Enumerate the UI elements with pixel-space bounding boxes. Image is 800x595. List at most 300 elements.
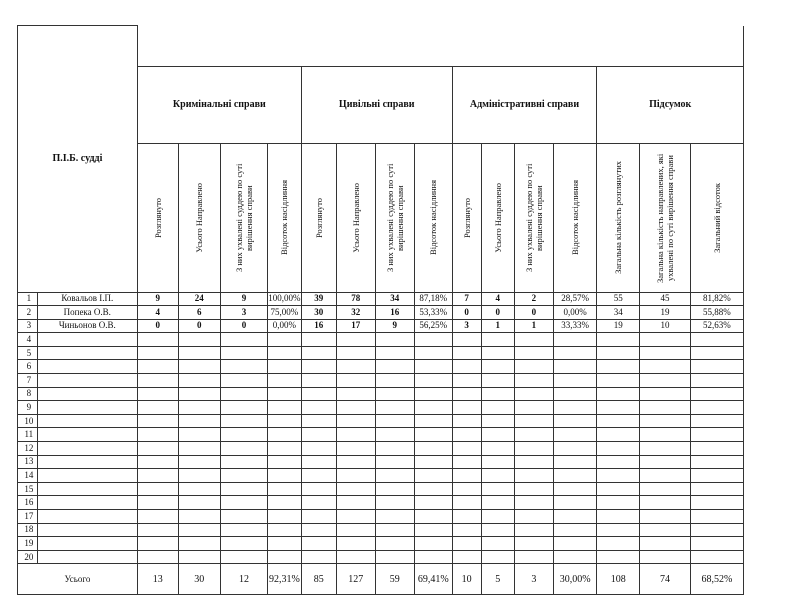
table-cell: 24 (178, 292, 221, 306)
table-cell (267, 482, 301, 496)
row-number: 17 (18, 510, 38, 524)
table-row (18, 319, 744, 333)
table-cell (597, 401, 640, 415)
table-cell (514, 510, 553, 524)
table-cell (336, 346, 375, 360)
table-cell: 81,82% (690, 292, 743, 306)
table-cell (267, 496, 301, 510)
table-cell (301, 401, 336, 415)
total-cell: 69,41% (414, 564, 452, 595)
table-cell (452, 374, 481, 388)
table-cell (375, 442, 414, 456)
table-cell (375, 510, 414, 524)
table-cell (514, 482, 553, 496)
table-cell (553, 510, 596, 524)
table-cell (414, 346, 452, 360)
table-cell (640, 523, 691, 537)
table-cell (221, 387, 268, 401)
total-cell: 13 (137, 564, 178, 595)
table-cell (553, 482, 596, 496)
table-cell (336, 523, 375, 537)
subcol-header (553, 143, 596, 292)
table-cell (452, 550, 481, 564)
table-cell (597, 537, 640, 551)
table-cell (267, 387, 301, 401)
table-cell (301, 414, 336, 428)
table-cell: 7 (452, 292, 481, 306)
table-cell (375, 537, 414, 551)
table-cell: 0,00% (553, 306, 596, 320)
table-cell (640, 482, 691, 496)
table-cell: 78 (336, 292, 375, 306)
total-cell: 59 (375, 564, 414, 595)
table-cell (690, 550, 743, 564)
table-cell (301, 442, 336, 456)
row-number: 10 (18, 414, 38, 428)
table-cell (514, 496, 553, 510)
table-cell (481, 442, 514, 456)
table-cell (301, 523, 336, 537)
table-cell: 4 (137, 306, 178, 320)
row-number: 11 (18, 428, 38, 442)
subcol-header (640, 143, 691, 292)
table-cell (481, 482, 514, 496)
judge-name (37, 442, 137, 456)
judge-name (37, 455, 137, 469)
subcol-header (221, 143, 268, 292)
subcol-header (452, 143, 481, 292)
judge-name (37, 414, 137, 428)
table-cell: 16 (375, 306, 414, 320)
table-cell (178, 360, 221, 374)
table-cell: 32 (336, 306, 375, 320)
table-cell (375, 333, 414, 347)
table-cell (690, 346, 743, 360)
row-number: 12 (18, 442, 38, 456)
judges-statistics-table (17, 25, 744, 595)
table-cell (640, 537, 691, 551)
table-cell: 87,18% (414, 292, 452, 306)
table-cell (414, 482, 452, 496)
table-cell (481, 360, 514, 374)
table-cell (336, 374, 375, 388)
total-cell: 5 (481, 564, 514, 595)
table-cell (597, 333, 640, 347)
table-cell (597, 469, 640, 483)
table-cell (452, 442, 481, 456)
table-cell (481, 401, 514, 415)
table-cell (178, 550, 221, 564)
table-cell (414, 428, 452, 442)
table-cell (137, 360, 178, 374)
table-cell (481, 537, 514, 551)
table-cell (221, 428, 268, 442)
table-cell (553, 360, 596, 374)
table-cell (597, 414, 640, 428)
subcol-header (690, 143, 743, 292)
group-administrative: Адміністративні справи (452, 66, 597, 143)
table-cell (597, 550, 640, 564)
table-cell (514, 469, 553, 483)
table-cell (267, 523, 301, 537)
table-cell (336, 537, 375, 551)
total-cell: 74 (640, 564, 691, 595)
table-cell (690, 428, 743, 442)
total-cell: 10 (452, 564, 481, 595)
table-cell (267, 414, 301, 428)
table-cell (375, 469, 414, 483)
table-cell (137, 387, 178, 401)
table-cell (514, 333, 553, 347)
subcol-header-label: Загальна кількість направлених, які ухвалені по суті вирішення справи (655, 152, 675, 283)
table-cell (514, 442, 553, 456)
table-cell (452, 510, 481, 524)
table-row (18, 469, 744, 483)
table-cell (481, 496, 514, 510)
table-cell (137, 455, 178, 469)
table-cell (597, 482, 640, 496)
table-cell: 2 (514, 292, 553, 306)
table-cell (452, 537, 481, 551)
table-cell (301, 510, 336, 524)
table-cell (640, 360, 691, 374)
table-cell (178, 523, 221, 537)
table-cell (452, 455, 481, 469)
row-number: 4 (18, 333, 38, 347)
table-cell (640, 496, 691, 510)
table-cell (267, 333, 301, 347)
table-cell (267, 537, 301, 551)
table-cell (690, 387, 743, 401)
table-cell (597, 387, 640, 401)
group-criminal: Кримінальні справи (137, 66, 301, 143)
table-cell (481, 523, 514, 537)
table-cell (414, 360, 452, 374)
judge-name (37, 360, 137, 374)
table-cell (553, 428, 596, 442)
judge-name: Попека О.В. (37, 306, 137, 320)
group-summary: Підсумок (597, 66, 744, 143)
table-cell (221, 333, 268, 347)
judge-name (37, 387, 137, 401)
judge-name (37, 537, 137, 551)
table-cell (267, 428, 301, 442)
subcol-header (597, 143, 640, 292)
table-cell (481, 374, 514, 388)
table-cell (221, 469, 268, 483)
subcol-header (375, 143, 414, 292)
table-cell (414, 510, 452, 524)
row-number: 8 (18, 387, 38, 401)
judge-name (37, 469, 137, 483)
table-cell: 9 (137, 292, 178, 306)
table-cell (301, 387, 336, 401)
subcol-header-label: Відсоток насідлиння (428, 180, 439, 255)
table-cell (414, 374, 452, 388)
table-cell (452, 523, 481, 537)
total-cell: 127 (336, 564, 375, 595)
table-cell (221, 550, 268, 564)
row-number: 9 (18, 401, 38, 415)
table-row (18, 455, 744, 469)
table-cell: 0 (514, 306, 553, 320)
table-cell (137, 482, 178, 496)
table-cell (375, 387, 414, 401)
table-cell (137, 442, 178, 456)
table-cell (514, 387, 553, 401)
table-cell: 19 (640, 306, 691, 320)
table-cell (414, 523, 452, 537)
table-cell (137, 346, 178, 360)
table-cell (640, 333, 691, 347)
table-row (18, 306, 744, 320)
table-cell (481, 414, 514, 428)
table-cell (452, 482, 481, 496)
table-cell: 34 (597, 306, 640, 320)
subcol-header (514, 143, 553, 292)
total-row (18, 564, 744, 595)
table-cell (690, 374, 743, 388)
table-cell: 39 (301, 292, 336, 306)
table-cell (178, 374, 221, 388)
table-cell: 30 (301, 306, 336, 320)
table-cell (336, 455, 375, 469)
judge-name (37, 510, 137, 524)
table-cell (178, 346, 221, 360)
table-cell (137, 510, 178, 524)
table-cell: 52,63% (690, 319, 743, 333)
table-cell: 34 (375, 292, 414, 306)
row-number: 2 (18, 306, 38, 320)
table-cell: 3 (452, 319, 481, 333)
subcol-header-label: Усього Направлено (194, 182, 205, 253)
table-cell: 53,33% (414, 306, 452, 320)
table-cell (137, 374, 178, 388)
judge-name (37, 482, 137, 496)
table-cell (267, 510, 301, 524)
table-cell (690, 360, 743, 374)
table-cell: 9 (221, 292, 268, 306)
table-cell (481, 455, 514, 469)
row-number: 16 (18, 496, 38, 510)
subcol-header (267, 143, 301, 292)
subcol-header (137, 143, 178, 292)
table-cell (452, 333, 481, 347)
table-cell: 56,25% (414, 319, 452, 333)
table-cell: 1 (481, 319, 514, 333)
table-cell (553, 537, 596, 551)
table-cell: 0 (221, 319, 268, 333)
table-row (18, 401, 744, 415)
table-cell (414, 414, 452, 428)
row-number: 7 (18, 374, 38, 388)
row-number: 3 (18, 319, 38, 333)
table-cell (336, 496, 375, 510)
table-cell (481, 428, 514, 442)
row-number: 14 (18, 469, 38, 483)
table-cell (514, 428, 553, 442)
table-cell (336, 469, 375, 483)
table-cell (267, 469, 301, 483)
table-cell (553, 442, 596, 456)
table-cell: 9 (375, 319, 414, 333)
judge-name: Чиньонов О.В. (37, 319, 137, 333)
subcol-header-label: Відсоток насідлиння (570, 180, 581, 255)
table-row (18, 360, 744, 374)
judge-name: Ковальов І.П. (37, 292, 137, 306)
table-cell (690, 469, 743, 483)
table-cell (690, 523, 743, 537)
table-cell (597, 496, 640, 510)
table-cell: 0 (178, 319, 221, 333)
table-cell (178, 442, 221, 456)
table-cell (553, 523, 596, 537)
table-cell (414, 496, 452, 510)
table-cell (178, 333, 221, 347)
blank-top-cell (137, 26, 743, 67)
table-cell (514, 374, 553, 388)
judge-name (37, 428, 137, 442)
table-cell: 28,57% (553, 292, 596, 306)
row-number: 13 (18, 455, 38, 469)
table-cell (375, 523, 414, 537)
judge-name (37, 550, 137, 564)
table-cell (336, 387, 375, 401)
table-cell (452, 428, 481, 442)
table-cell (414, 387, 452, 401)
table-cell: 16 (301, 319, 336, 333)
table-cell (301, 360, 336, 374)
table-cell (640, 469, 691, 483)
table-cell (336, 550, 375, 564)
table-cell (221, 374, 268, 388)
table-row (18, 537, 744, 551)
table-cell (452, 360, 481, 374)
table-cell (375, 455, 414, 469)
row-number: 19 (18, 537, 38, 551)
table-cell (267, 455, 301, 469)
table-cell (640, 442, 691, 456)
table-cell (597, 360, 640, 374)
subcol-header-label: Усього Направлено (492, 182, 503, 253)
table-cell (414, 550, 452, 564)
table-cell (553, 401, 596, 415)
subcol-header (301, 143, 336, 292)
table-cell (640, 455, 691, 469)
table-cell (301, 346, 336, 360)
table-cell (414, 537, 452, 551)
table-cell (452, 346, 481, 360)
table-cell (452, 496, 481, 510)
table-cell: 10 (640, 319, 691, 333)
table-cell (514, 537, 553, 551)
table-cell (414, 401, 452, 415)
table-cell (553, 414, 596, 428)
judge-name (37, 523, 137, 537)
table-cell (137, 550, 178, 564)
table-cell: 55 (597, 292, 640, 306)
table-cell (597, 442, 640, 456)
table-cell (481, 550, 514, 564)
table-cell (640, 387, 691, 401)
table-cell (514, 346, 553, 360)
table-cell (336, 401, 375, 415)
table-cell (301, 333, 336, 347)
table-row (18, 387, 744, 401)
table-cell: 1 (514, 319, 553, 333)
table-row (18, 496, 744, 510)
table-cell (640, 510, 691, 524)
table-row (18, 510, 744, 524)
subcol-header-label: З них ухвалені суддею по суті вирішення справи (233, 163, 254, 272)
table-cell (301, 496, 336, 510)
table-row (18, 374, 744, 388)
table-cell (553, 550, 596, 564)
table-cell (336, 442, 375, 456)
table-row (18, 482, 744, 496)
table-cell (597, 374, 640, 388)
table-cell: 100,00% (267, 292, 301, 306)
table-cell (221, 482, 268, 496)
table-cell (690, 401, 743, 415)
table-cell (452, 401, 481, 415)
table-cell (553, 374, 596, 388)
table-cell (221, 414, 268, 428)
judge-name (37, 333, 137, 347)
subcol-header-label: Розглянуто (152, 197, 163, 238)
total-cell: 3 (514, 564, 553, 595)
table-cell (178, 414, 221, 428)
table-cell (301, 482, 336, 496)
judge-name (37, 496, 137, 510)
total-label: Усього (18, 564, 138, 595)
table-cell (137, 333, 178, 347)
table-cell (640, 401, 691, 415)
table-cell (690, 482, 743, 496)
table-cell (301, 455, 336, 469)
table-cell (375, 482, 414, 496)
table-cell (137, 428, 178, 442)
table-cell (690, 442, 743, 456)
table-cell (221, 401, 268, 415)
table-cell: 0 (481, 306, 514, 320)
row-number: 15 (18, 482, 38, 496)
table-cell: 0 (452, 306, 481, 320)
table-cell (221, 510, 268, 524)
subcol-header-label: Розглянуто (313, 197, 324, 238)
table-cell (221, 523, 268, 537)
table-cell (221, 496, 268, 510)
table-cell (375, 360, 414, 374)
table-cell (137, 414, 178, 428)
table-cell (690, 414, 743, 428)
table-cell (553, 455, 596, 469)
table-cell (336, 510, 375, 524)
subcol-header-label: Усього Направлено (350, 182, 361, 253)
table-row (18, 523, 744, 537)
table-cell: 0 (137, 319, 178, 333)
table-cell (221, 360, 268, 374)
table-cell (267, 360, 301, 374)
table-cell (178, 387, 221, 401)
table-row (18, 428, 744, 442)
table-cell (514, 360, 553, 374)
table-cell (690, 510, 743, 524)
table-cell (553, 387, 596, 401)
judge-name (37, 346, 137, 360)
table-cell: 0,00% (267, 319, 301, 333)
subcol-header (414, 143, 452, 292)
